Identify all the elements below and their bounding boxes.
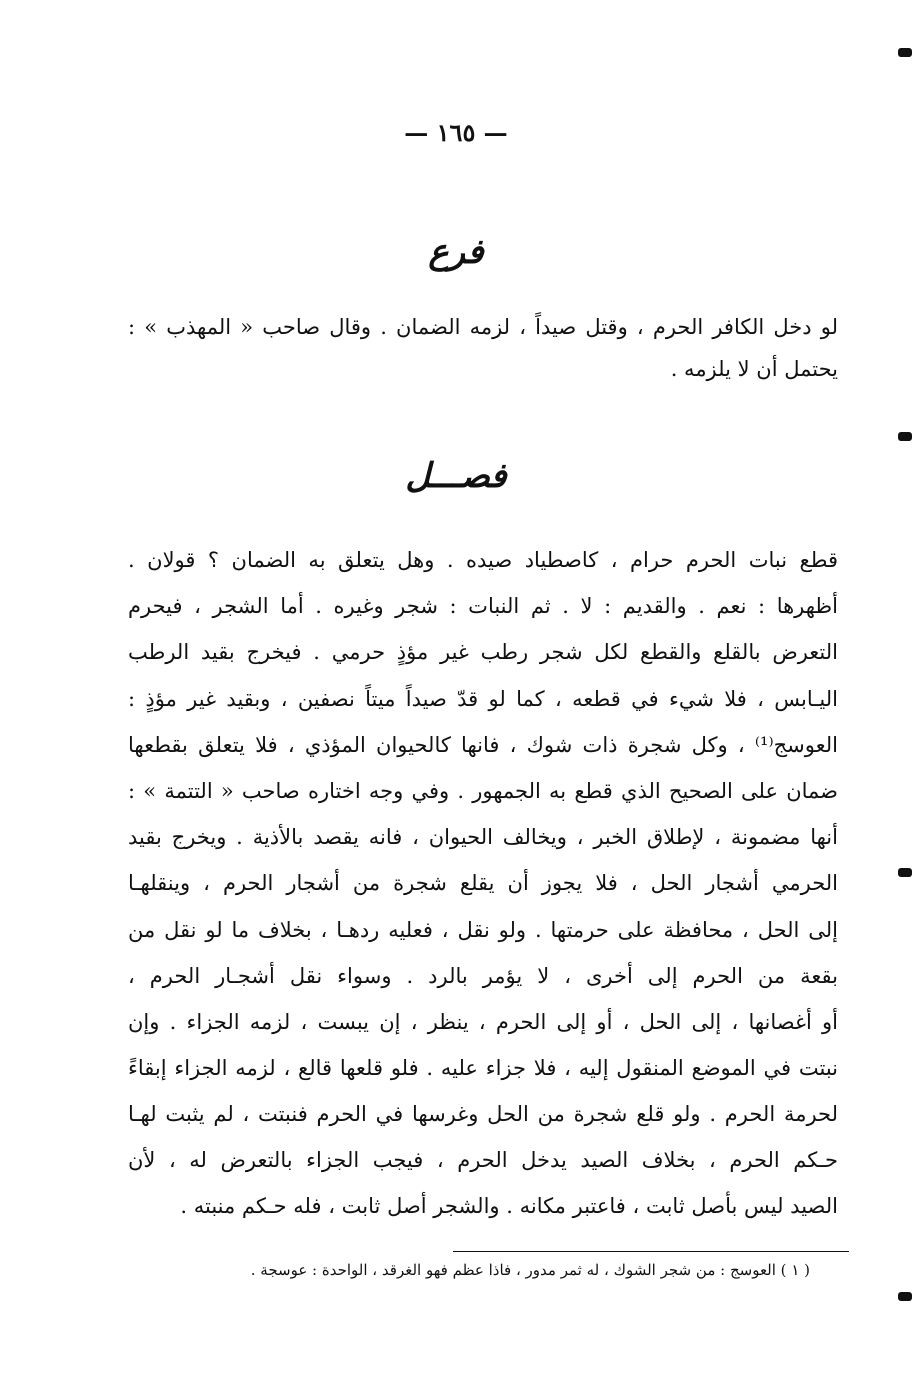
- section-heading-fasl: فصـــل: [405, 456, 507, 496]
- scan-edge-mark: [898, 868, 912, 877]
- scan-edge-mark: [898, 432, 912, 441]
- scan-edge-mark: [898, 1292, 912, 1301]
- footnote-divider: [453, 1251, 849, 1252]
- page-number: — ١٦٥ —: [404, 118, 508, 147]
- scan-edge-mark: [898, 48, 912, 57]
- section-heading-far: فرع: [428, 232, 484, 272]
- footnote: ( ١ ) العوسج : من شجر الشوك ، له ثمر مدور ، فاذا عظم فهو الغرقد ، الواحدة : عوسجة .: [250, 1261, 810, 1279]
- book-page: — ١٦٥ — فرع لو دخل الكافر الحرم ، وقتل صيداً ، لزمه الضمان . وقال صاحب « المهذب » : يحتمل أن لا يلزمه . فصـــل قطع نبات الحرم حرام ، كاصطياد صيده . وهل يتعلق به الضمان ؟ قولان . أظهرها : نعم . والقديم : لا . ثم النبات : شجر وغيره . أما الشجر ، فيحرم التعرض بالقلع والقطع لكل شجر رطب غير مؤذٍ حرمي . فيخرج بقيد الرطب اليـابس ، فلا شيء في قطعه ، كما لو قدّ صيداً ميتاً نصفين ، وبقيد غير مؤذٍ : العوسج⁽¹⁾ ، وكل شجرة ذات شوك ، فانها كالحيوان المؤذي ، فلا يتعلق بقطعها ضمان على الصحيح الذي قطع به الجمهور . وفي وجه اختاره صاحب « التتمة » : أنها مضمونة ، لإطلاق الخبر ، ويخالف الحيوان ، فانه يقصد بالأذية . ويخرج بقيد الحرمي أشجار الحل ، فلا يجوز أن يقلع شجرة من أشجار الحرم ، وينقلهـا إلى الحل ، محافظة على حرمتها . ولو نقل ، فعليه ردهـا ، بخلاف ما لو نقل من بقعة من الحرم إلى أخرى ، لا يؤمر بالرد . وسواء نقل أشجـار الحرم ، أو أغصانها ، إلى الحل ، أو إلى الحرم ، ينظر ، إن يبست ، لزمه الجزاء . وإن نبتت في الموضع المنقول إليه ، فلا جزاء عليه . فلو قلعها قالع ، لزمه الجزاء إبقاءً لحرمة الحرم . ولو قلع شجرة من الحل وغرسها في الحرم فنبتت ، لم يثبت لهـا حـكم الحرم ، بخلاف الصيد يدخل الحرم ، فيجب الجزاء بالتعرض له ، لأن الصيد ليس بأصل ثابت ، فاعتبر مكانه . والشجر أصل ثابت ، فله حـكم منبته . ( ١ ) العوسج : من شجر الشوك ، له ثمر مدور ، فاذا عظم فهو الغرقد ، الواحدة : عوسجة .: [0, 0, 912, 1382]
